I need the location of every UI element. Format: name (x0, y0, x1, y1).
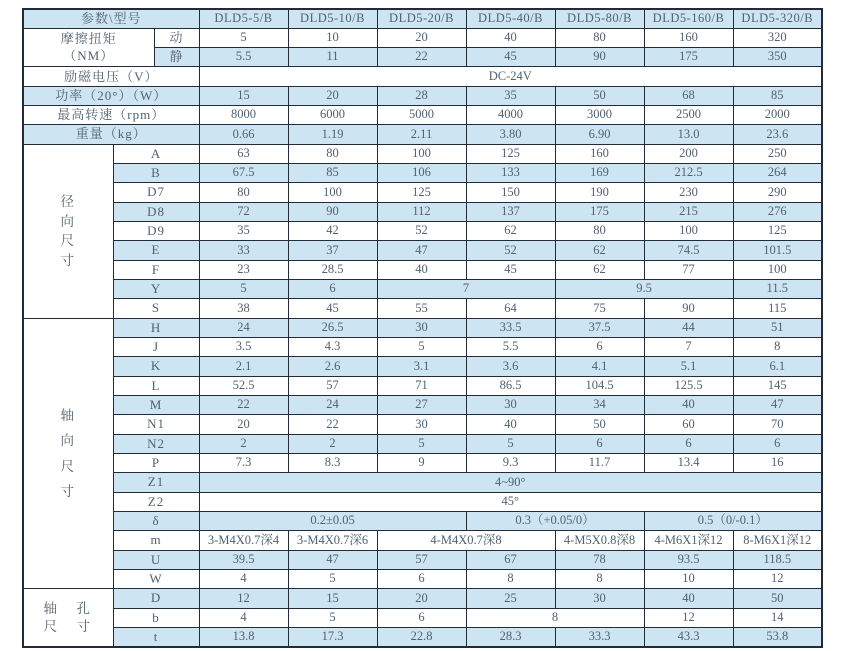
value-cell: 4.1 (555, 357, 644, 376)
table-row (23, 222, 822, 241)
dim-letter: D9 (113, 222, 199, 241)
dim-letter: t (113, 628, 199, 648)
table-row (23, 183, 822, 202)
value-cell: 22 (288, 415, 377, 434)
value-cell: 0.2±0.05 (199, 512, 466, 531)
table-row (23, 280, 822, 299)
model-header: DLD5-160/B (644, 9, 733, 28)
value-cell: 30 (466, 396, 555, 415)
value-cell: 23 (199, 260, 288, 279)
param-label: 重量（kg） (23, 125, 199, 144)
value-cell: 71 (377, 376, 466, 395)
table-row (23, 318, 822, 337)
value-cell: 20 (199, 415, 288, 434)
table-row (23, 434, 822, 453)
value-cell: 78 (555, 550, 644, 569)
value-cell: 30 (377, 318, 466, 337)
dim-letter: A (113, 144, 199, 163)
section-title: 径 向 尺 寸 (23, 144, 113, 318)
value-cell: 67 (466, 550, 555, 569)
dim-letter: m (113, 531, 199, 550)
table-row (23, 415, 822, 434)
value-cell: 44 (644, 318, 733, 337)
value-cell: 85 (288, 164, 377, 183)
dim-letter: B (113, 164, 199, 183)
spec-sheet (22, 8, 823, 648)
dim-letter: J (113, 338, 199, 357)
value-cell: 5 (199, 28, 288, 47)
value-cell: 80 (555, 28, 644, 47)
corner-label: 参数\型号 (23, 9, 199, 28)
value-cell: 1.19 (288, 125, 377, 144)
dim-letter: W (113, 570, 199, 589)
dim-letter: N2 (113, 434, 199, 453)
table-row (23, 512, 822, 531)
value-cell: 35 (199, 222, 288, 241)
model-header: DLD5-320/B (733, 9, 822, 28)
value-cell: 77 (644, 260, 733, 279)
value-cell: 52.5 (199, 376, 288, 395)
value-cell: 125 (377, 183, 466, 202)
value-cell: 72 (199, 202, 288, 221)
value-cell: 28.3 (466, 628, 555, 648)
value-cell: 34 (555, 396, 644, 415)
table-row (23, 454, 822, 473)
table-row (23, 396, 822, 415)
table-row (23, 550, 822, 569)
section-title: 轴 向 尺 寸 (23, 318, 113, 589)
value-cell: 37 (288, 241, 377, 260)
value-cell: 13.0 (644, 125, 733, 144)
value-cell: 40 (644, 396, 733, 415)
value-cell: 4~90° (199, 473, 822, 492)
table-row (23, 492, 822, 511)
value-cell: 2500 (644, 106, 733, 125)
value-cell: 11 (288, 48, 377, 67)
value-cell: 39.5 (199, 550, 288, 569)
value-cell: 33.5 (466, 318, 555, 337)
value-cell: 101.5 (733, 241, 822, 260)
dim-letter: P (113, 454, 199, 473)
value-cell: 0.66 (199, 125, 288, 144)
value-cell: 22.8 (377, 628, 466, 648)
value-cell: 33.3 (555, 628, 644, 648)
value-cell: 200 (644, 144, 733, 163)
value-cell: 6 (644, 434, 733, 453)
table-row (23, 338, 822, 357)
value-cell: 5.1 (644, 357, 733, 376)
dim-letter: M (113, 396, 199, 415)
table-row (23, 608, 822, 627)
value-cell: 14 (733, 608, 822, 627)
table-row (23, 125, 822, 144)
value-cell: 85 (733, 86, 822, 105)
value-cell: 75 (555, 299, 644, 318)
value-cell: 86.5 (466, 376, 555, 395)
table-row (23, 260, 822, 279)
value-cell: 12 (199, 589, 288, 608)
value-cell: 64 (466, 299, 555, 318)
table-row (23, 164, 822, 183)
value-cell: 9.5 (555, 280, 733, 299)
value-cell: 13.8 (199, 628, 288, 648)
value-cell: 40 (644, 589, 733, 608)
dim-letter: N1 (113, 415, 199, 434)
model-header: DLD5-80/B (555, 9, 644, 28)
value-cell: 160 (644, 28, 733, 47)
value-cell: 30 (555, 589, 644, 608)
value-cell: 250 (733, 144, 822, 163)
dim-letter: D (113, 589, 199, 608)
value-cell: 4.3 (288, 338, 377, 357)
value-cell: 230 (644, 183, 733, 202)
value-cell: 15 (288, 589, 377, 608)
value-cell: 20 (377, 589, 466, 608)
value-cell: 6 (733, 434, 822, 453)
param-label: 最高转速（rpm） (23, 106, 199, 125)
table-row (23, 241, 822, 260)
value-cell: 51 (733, 318, 822, 337)
dim-letter: b (113, 608, 199, 627)
value-cell: 5.5 (199, 48, 288, 67)
value-cell: 2.11 (377, 125, 466, 144)
value-cell: 112 (377, 202, 466, 221)
value-cell: 63 (199, 144, 288, 163)
value-cell: 290 (733, 183, 822, 202)
value-cell: 8.3 (288, 454, 377, 473)
table-row (23, 376, 822, 395)
value-cell: 100 (733, 260, 822, 279)
value-cell: 4-M4X0.7深8 (377, 531, 555, 550)
value-cell: 47 (288, 550, 377, 569)
table-row (23, 144, 822, 163)
value-cell: 169 (555, 164, 644, 183)
value-cell: 5 (288, 570, 377, 589)
value-cell: 37.5 (555, 318, 644, 337)
value-cell: 26.5 (288, 318, 377, 337)
value-cell: 5 (288, 608, 377, 627)
value-cell: 20 (288, 86, 377, 105)
value-cell: 0.3（+0.05/0） (466, 512, 644, 531)
table-row (23, 473, 822, 492)
value-cell: 35 (466, 86, 555, 105)
value-cell: 8 (466, 570, 555, 589)
value-cell: 175 (555, 202, 644, 221)
value-cell: 2.1 (199, 357, 288, 376)
value-cell: 23.6 (733, 125, 822, 144)
value-cell: 74.5 (644, 241, 733, 260)
value-cell: 40 (466, 415, 555, 434)
table-row (23, 202, 822, 221)
model-header: DLD5-20/B (377, 9, 466, 28)
table-row (23, 9, 822, 28)
sub-label-static: 静 (154, 48, 199, 67)
value-cell: 43.3 (644, 628, 733, 648)
value-cell: 3.1 (377, 357, 466, 376)
value-cell: 4 (199, 608, 288, 627)
value-cell: 13.4 (644, 454, 733, 473)
value-cell: 106 (377, 164, 466, 183)
value-cell: 118.5 (733, 550, 822, 569)
value-cell: 10 (288, 28, 377, 47)
value-cell: 53.8 (733, 628, 822, 648)
param-label: 功率（20°）（W） (23, 86, 199, 105)
value-cell: 8 (466, 608, 644, 627)
value-cell: 6 (377, 608, 466, 627)
value-cell: 45 (466, 48, 555, 67)
value-cell: 40 (377, 260, 466, 279)
value-cell: 80 (555, 222, 644, 241)
value-cell: 24 (199, 318, 288, 337)
value-cell: 47 (733, 396, 822, 415)
dim-letter: L (113, 376, 199, 395)
value-cell: 9.3 (466, 454, 555, 473)
value-cell: 2.6 (288, 357, 377, 376)
value-cell: 57 (377, 550, 466, 569)
value-cell: 6 (377, 570, 466, 589)
value-cell: 3.80 (466, 125, 555, 144)
value-cell: 22 (199, 396, 288, 415)
value-cell: 93.5 (644, 550, 733, 569)
value-cell: 2000 (733, 106, 822, 125)
dim-letter: δ (113, 512, 199, 531)
value-cell: 42 (288, 222, 377, 241)
model-header: DLD5-5/B (199, 9, 288, 28)
value-cell: 5 (466, 434, 555, 453)
value-cell: 133 (466, 164, 555, 183)
value-cell: 17.3 (288, 628, 377, 648)
value-cell: 38 (199, 299, 288, 318)
value-cell: 6.90 (555, 125, 644, 144)
value-cell: 6.1 (733, 357, 822, 376)
value-cell: 320 (733, 28, 822, 47)
value-cell: 28.5 (288, 260, 377, 279)
value-cell: 137 (466, 202, 555, 221)
value-cell: 115 (733, 299, 822, 318)
value-cell: 11.5 (733, 280, 822, 299)
value-cell: 100 (288, 183, 377, 202)
value-cell: 8 (555, 570, 644, 589)
value-cell: 5 (199, 280, 288, 299)
value-cell: 5000 (377, 106, 466, 125)
value-cell: 10 (644, 570, 733, 589)
value-cell: 52 (377, 222, 466, 241)
value-cell: 70 (733, 415, 822, 434)
value-cell: 8-M6X1深12 (733, 531, 822, 550)
value-cell: 15 (199, 86, 288, 105)
table-row (23, 570, 822, 589)
table-row (23, 67, 822, 86)
table-row (23, 28, 822, 47)
value-cell: 4-M5X0.8深8 (555, 531, 644, 550)
value-cell: 264 (733, 164, 822, 183)
value-cell: 5 (377, 338, 466, 357)
value-cell: 22 (377, 48, 466, 67)
table-row (23, 299, 822, 318)
value-cell: 5 (377, 434, 466, 453)
value-cell: 3.6 (466, 357, 555, 376)
value-cell: 62 (555, 260, 644, 279)
value-cell: 90 (555, 48, 644, 67)
value-cell: 276 (733, 202, 822, 221)
value-cell: 100 (377, 144, 466, 163)
table-row (23, 357, 822, 376)
param-label: 励磁电压（V） (23, 67, 199, 86)
value-cell: 215 (644, 202, 733, 221)
value-cell: 80 (288, 144, 377, 163)
value-cell: 62 (555, 241, 644, 260)
value-cell: 190 (555, 183, 644, 202)
value-cell: 125 (733, 222, 822, 241)
value-cell: 150 (466, 183, 555, 202)
value-cell: 45 (466, 260, 555, 279)
value-cell: 175 (644, 48, 733, 67)
value-cell: 52 (466, 241, 555, 260)
value-cell: 28 (377, 86, 466, 105)
value-cell: 50 (555, 415, 644, 434)
dim-letter: D7 (113, 183, 199, 202)
value-cell: 80 (199, 183, 288, 202)
value-cell: 8 (733, 338, 822, 357)
value-cell: 62 (466, 222, 555, 241)
dim-letter: H (113, 318, 199, 337)
value-cell: 20 (377, 28, 466, 47)
value-cell: 125.5 (644, 376, 733, 395)
value-cell: 6 (555, 434, 644, 453)
value-cell: 7.3 (199, 454, 288, 473)
table-row (23, 628, 822, 648)
value-cell: 33 (199, 241, 288, 260)
table-row (23, 86, 822, 105)
value-cell: 7 (644, 338, 733, 357)
table-row (23, 589, 822, 608)
table-row (23, 531, 822, 550)
value-cell: 104.5 (555, 376, 644, 395)
value-cell: 45° (199, 492, 822, 511)
value-cell: 47 (377, 241, 466, 260)
value-cell: 350 (733, 48, 822, 67)
dim-letter: Z2 (113, 492, 199, 511)
value-cell: 2 (199, 434, 288, 453)
value-cell: 8000 (199, 106, 288, 125)
dim-letter: E (113, 241, 199, 260)
value-cell: 145 (733, 376, 822, 395)
value-cell: 40 (466, 28, 555, 47)
value-cell: 55 (377, 299, 466, 318)
value-cell: 6 (288, 280, 377, 299)
value-cell: 6000 (288, 106, 377, 125)
value-cell: 0.5（0/-0.1） (644, 512, 822, 531)
value-cell: 3000 (555, 106, 644, 125)
value-cell: DC-24V (199, 67, 822, 86)
value-cell: 67.5 (199, 164, 288, 183)
value-cell: 4000 (466, 106, 555, 125)
value-cell: 24 (288, 396, 377, 415)
dim-letter: K (113, 357, 199, 376)
value-cell: 25 (466, 589, 555, 608)
param-label-torque: 摩擦扭矩 （NM） (23, 28, 154, 67)
value-cell: 125 (466, 144, 555, 163)
value-cell: 4-M6X1深12 (644, 531, 733, 550)
dim-letter: F (113, 260, 199, 279)
value-cell: 90 (288, 202, 377, 221)
model-header: DLD5-40/B (466, 9, 555, 28)
value-cell: 30 (377, 415, 466, 434)
dim-letter: Z1 (113, 473, 199, 492)
table-row (23, 106, 822, 125)
value-cell: 3.5 (199, 338, 288, 357)
value-cell: 7 (377, 280, 555, 299)
value-cell: 2 (288, 434, 377, 453)
section-title: 轴 孔 尺 寸 (23, 589, 113, 647)
value-cell: 12 (644, 608, 733, 627)
value-cell: 27 (377, 396, 466, 415)
value-cell: 212.5 (644, 164, 733, 183)
value-cell: 45 (288, 299, 377, 318)
value-cell: 9 (377, 454, 466, 473)
value-cell: 60 (644, 415, 733, 434)
dim-letter: U (113, 550, 199, 569)
value-cell: 50 (733, 589, 822, 608)
value-cell: 12 (733, 570, 822, 589)
dim-letter: D8 (113, 202, 199, 221)
value-cell: 50 (555, 86, 644, 105)
sub-label-dynamic: 动 (154, 28, 199, 47)
spec-table (22, 8, 823, 648)
value-cell: 11.7 (555, 454, 644, 473)
value-cell: 57 (288, 376, 377, 395)
dim-letter: S (113, 299, 199, 318)
value-cell: 100 (644, 222, 733, 241)
value-cell: 3-M4X0.7深6 (288, 531, 377, 550)
value-cell: 3-M4X0.7深4 (199, 531, 288, 550)
value-cell: 6 (555, 338, 644, 357)
model-header: DLD5-10/B (288, 9, 377, 28)
value-cell: 90 (644, 299, 733, 318)
value-cell: 160 (555, 144, 644, 163)
value-cell: 68 (644, 86, 733, 105)
value-cell: 5.5 (466, 338, 555, 357)
value-cell: 4 (199, 570, 288, 589)
value-cell: 16 (733, 454, 822, 473)
dim-letter: Y (113, 280, 199, 299)
